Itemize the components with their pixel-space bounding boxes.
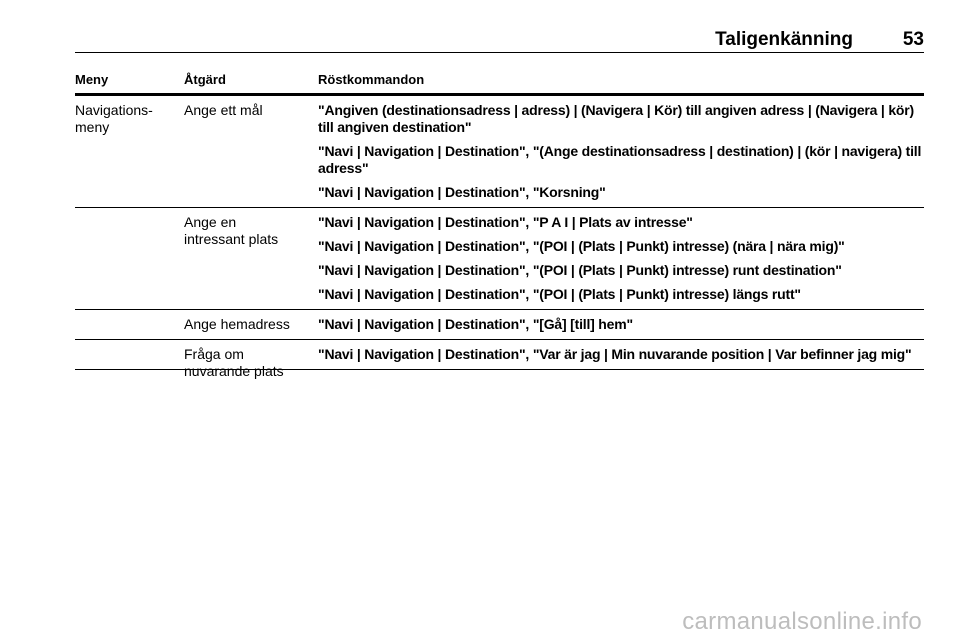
commands-cell: [318, 208, 924, 309]
voice-command: "Navi | Navigation | Destination", "(POI | (Plats | Punkt) intresse) (nära | nära mig)": [318, 238, 845, 254]
table-row: [75, 339, 924, 379]
column-header-voice-commands: Röstkommandon: [318, 72, 425, 87]
table-row: [75, 96, 924, 207]
voice-command-table: [75, 72, 924, 379]
table-row: [75, 207, 924, 309]
page-header: [75, 30, 924, 53]
voice-command: "Navi | Navigation | Destination", "(POI | (Plats | Punkt) intresse) längs rutt": [318, 286, 801, 302]
commands-cell: [318, 340, 924, 369]
page-title: Taligenkänning: [715, 29, 853, 50]
column-header-action: Åtgärd: [184, 72, 226, 87]
page-number: 53: [902, 29, 924, 50]
action-cell: Ange ett mål: [184, 102, 263, 118]
table-row: [75, 309, 924, 339]
voice-command: "Navi | Navigation | Destination", "Korsning": [318, 184, 606, 200]
action-cell: Fråga om nuvarande plats: [184, 346, 284, 379]
voice-command: "Angiven (destinationsadress | adress) | (Navigera | Kör) till angiven adress | (Navigera | kör) till angiven destination": [318, 102, 914, 135]
watermark: carmanualsonline.info: [682, 608, 922, 635]
commands-cell: [318, 310, 924, 339]
action-cell: Ange hemadress: [184, 316, 290, 332]
voice-command: "Navi | Navigation | Destination", "[Gå] [till] hem": [318, 316, 633, 332]
voice-command: "Navi | Navigation | Destination", "(POI | (Plats | Punkt) intresse) runt destination": [318, 262, 842, 278]
table-header-row: [75, 72, 924, 96]
menu-cell: Navigations- meny: [75, 102, 153, 135]
voice-command: "Navi | Navigation | Destination", "Var är jag | Min nuvarande position | Var befinner jag mig": [318, 346, 912, 362]
column-header-menu: Meny: [75, 72, 109, 87]
voice-command: "Navi | Navigation | Destination", "(Ange destinationsadress | destination) | (kör | navigera) till adress": [318, 143, 922, 176]
table-section-navigation-menu: [75, 96, 924, 379]
action-cell: Ange en intressant plats: [184, 214, 279, 247]
commands-cell: [318, 96, 924, 207]
voice-command: "Navi | Navigation | Destination", "P A I | Plats av intresse": [318, 214, 693, 230]
